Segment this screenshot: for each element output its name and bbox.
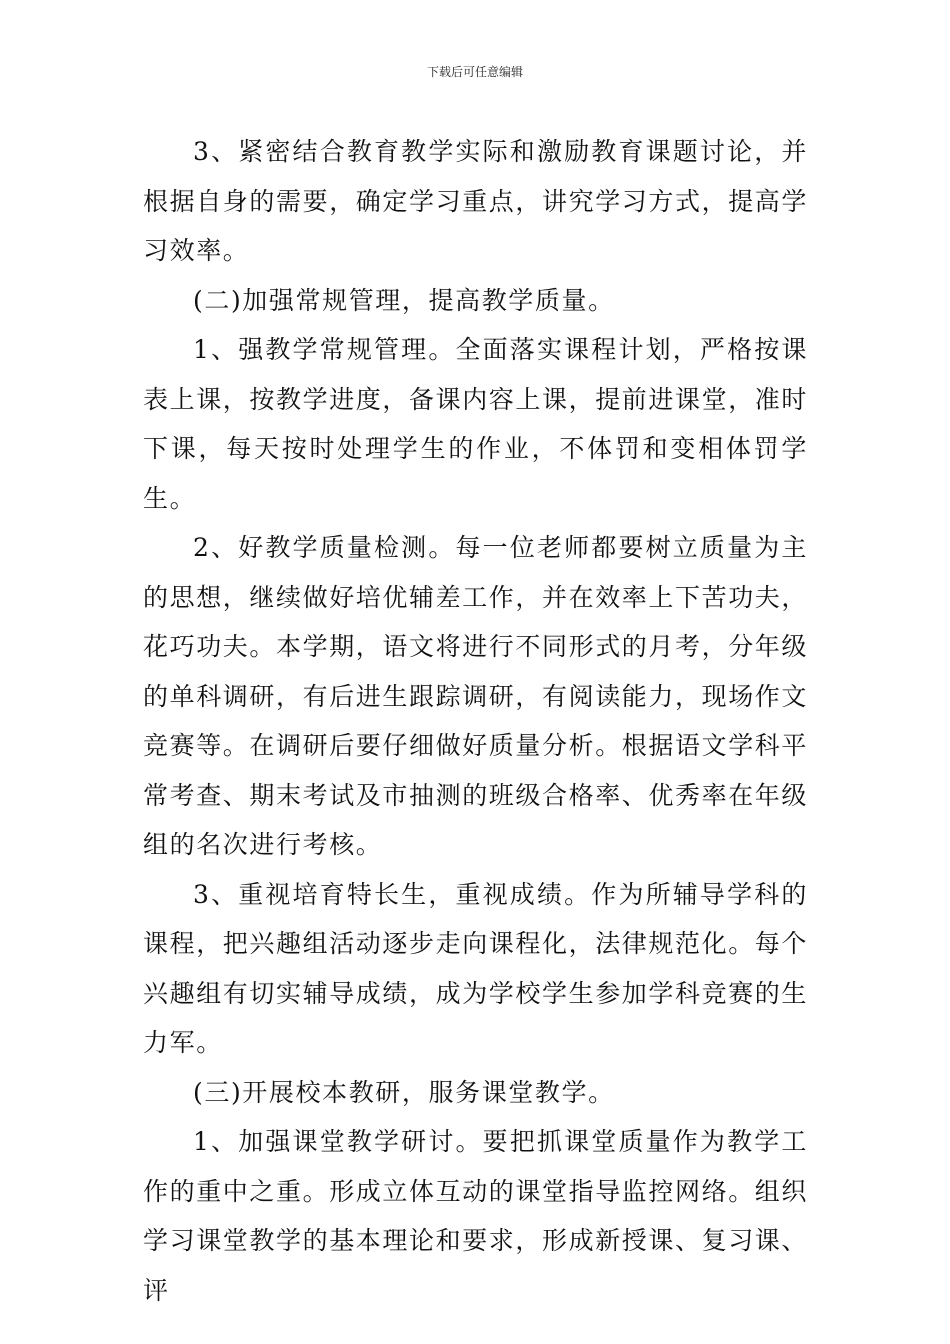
paragraph-talented-students: 3、重视培育特长生，重视成绩。作为所辅导学科的课程，把兴趣组活动逐步走向课程化，法律规范化。每个兴趣组有切实辅导成绩，成为学校学生参加学科竞赛的生力军。 <box>143 879 809 1057</box>
paragraph-quality-testing: 2、好教学质量检测。每一位老师都要树立质量为主的思想，继续做好培优辅差工作，并在效率上下苦功夫，花巧功夫。本学期，语文将进行不同形式的月考，分年级的单科调研，有后进生跟踪调研，有阅读能力，现场作文竞赛等。在调研后要仔细做好质量分析。根据语文学科平常考查、期末考试及市抽测的班级合格率、优秀率在年级组的名次进行考核。 <box>143 533 809 859</box>
paragraph-teaching-routine: 1、强教学常规管理。全面落实课程计划，严格按课表上课，按教学进度，备课内容上课，提前进课堂，准时下课，每天按时处理学生的作业，不体罚和变相体罚学生。 <box>143 335 809 513</box>
section-heading-school-research: (三)开展校本教研，服务课堂教学。 <box>193 1077 615 1107</box>
section-heading-routine-management: (二)加强常规管理，提高教学质量。 <box>193 285 615 315</box>
page-header: 下载后可任意编辑 <box>426 65 523 79</box>
paragraph-study-efficiency: 3、紧密结合教育教学实际和激励教育课题讨论，并根据自身的需要，确定学习重点，讲究学习方式，提高学习效率。 <box>143 137 809 265</box>
document-body <box>143 127 808 1315</box>
paragraph-classroom-research: 1、加强课堂教学研讨。要把抓课堂质量作为教学工作的重中之重。形成立体互动的课堂指导监控网络。组织学习课堂教学的基本理论和要求，形成新授课、复习课、评 <box>143 1127 809 1305</box>
